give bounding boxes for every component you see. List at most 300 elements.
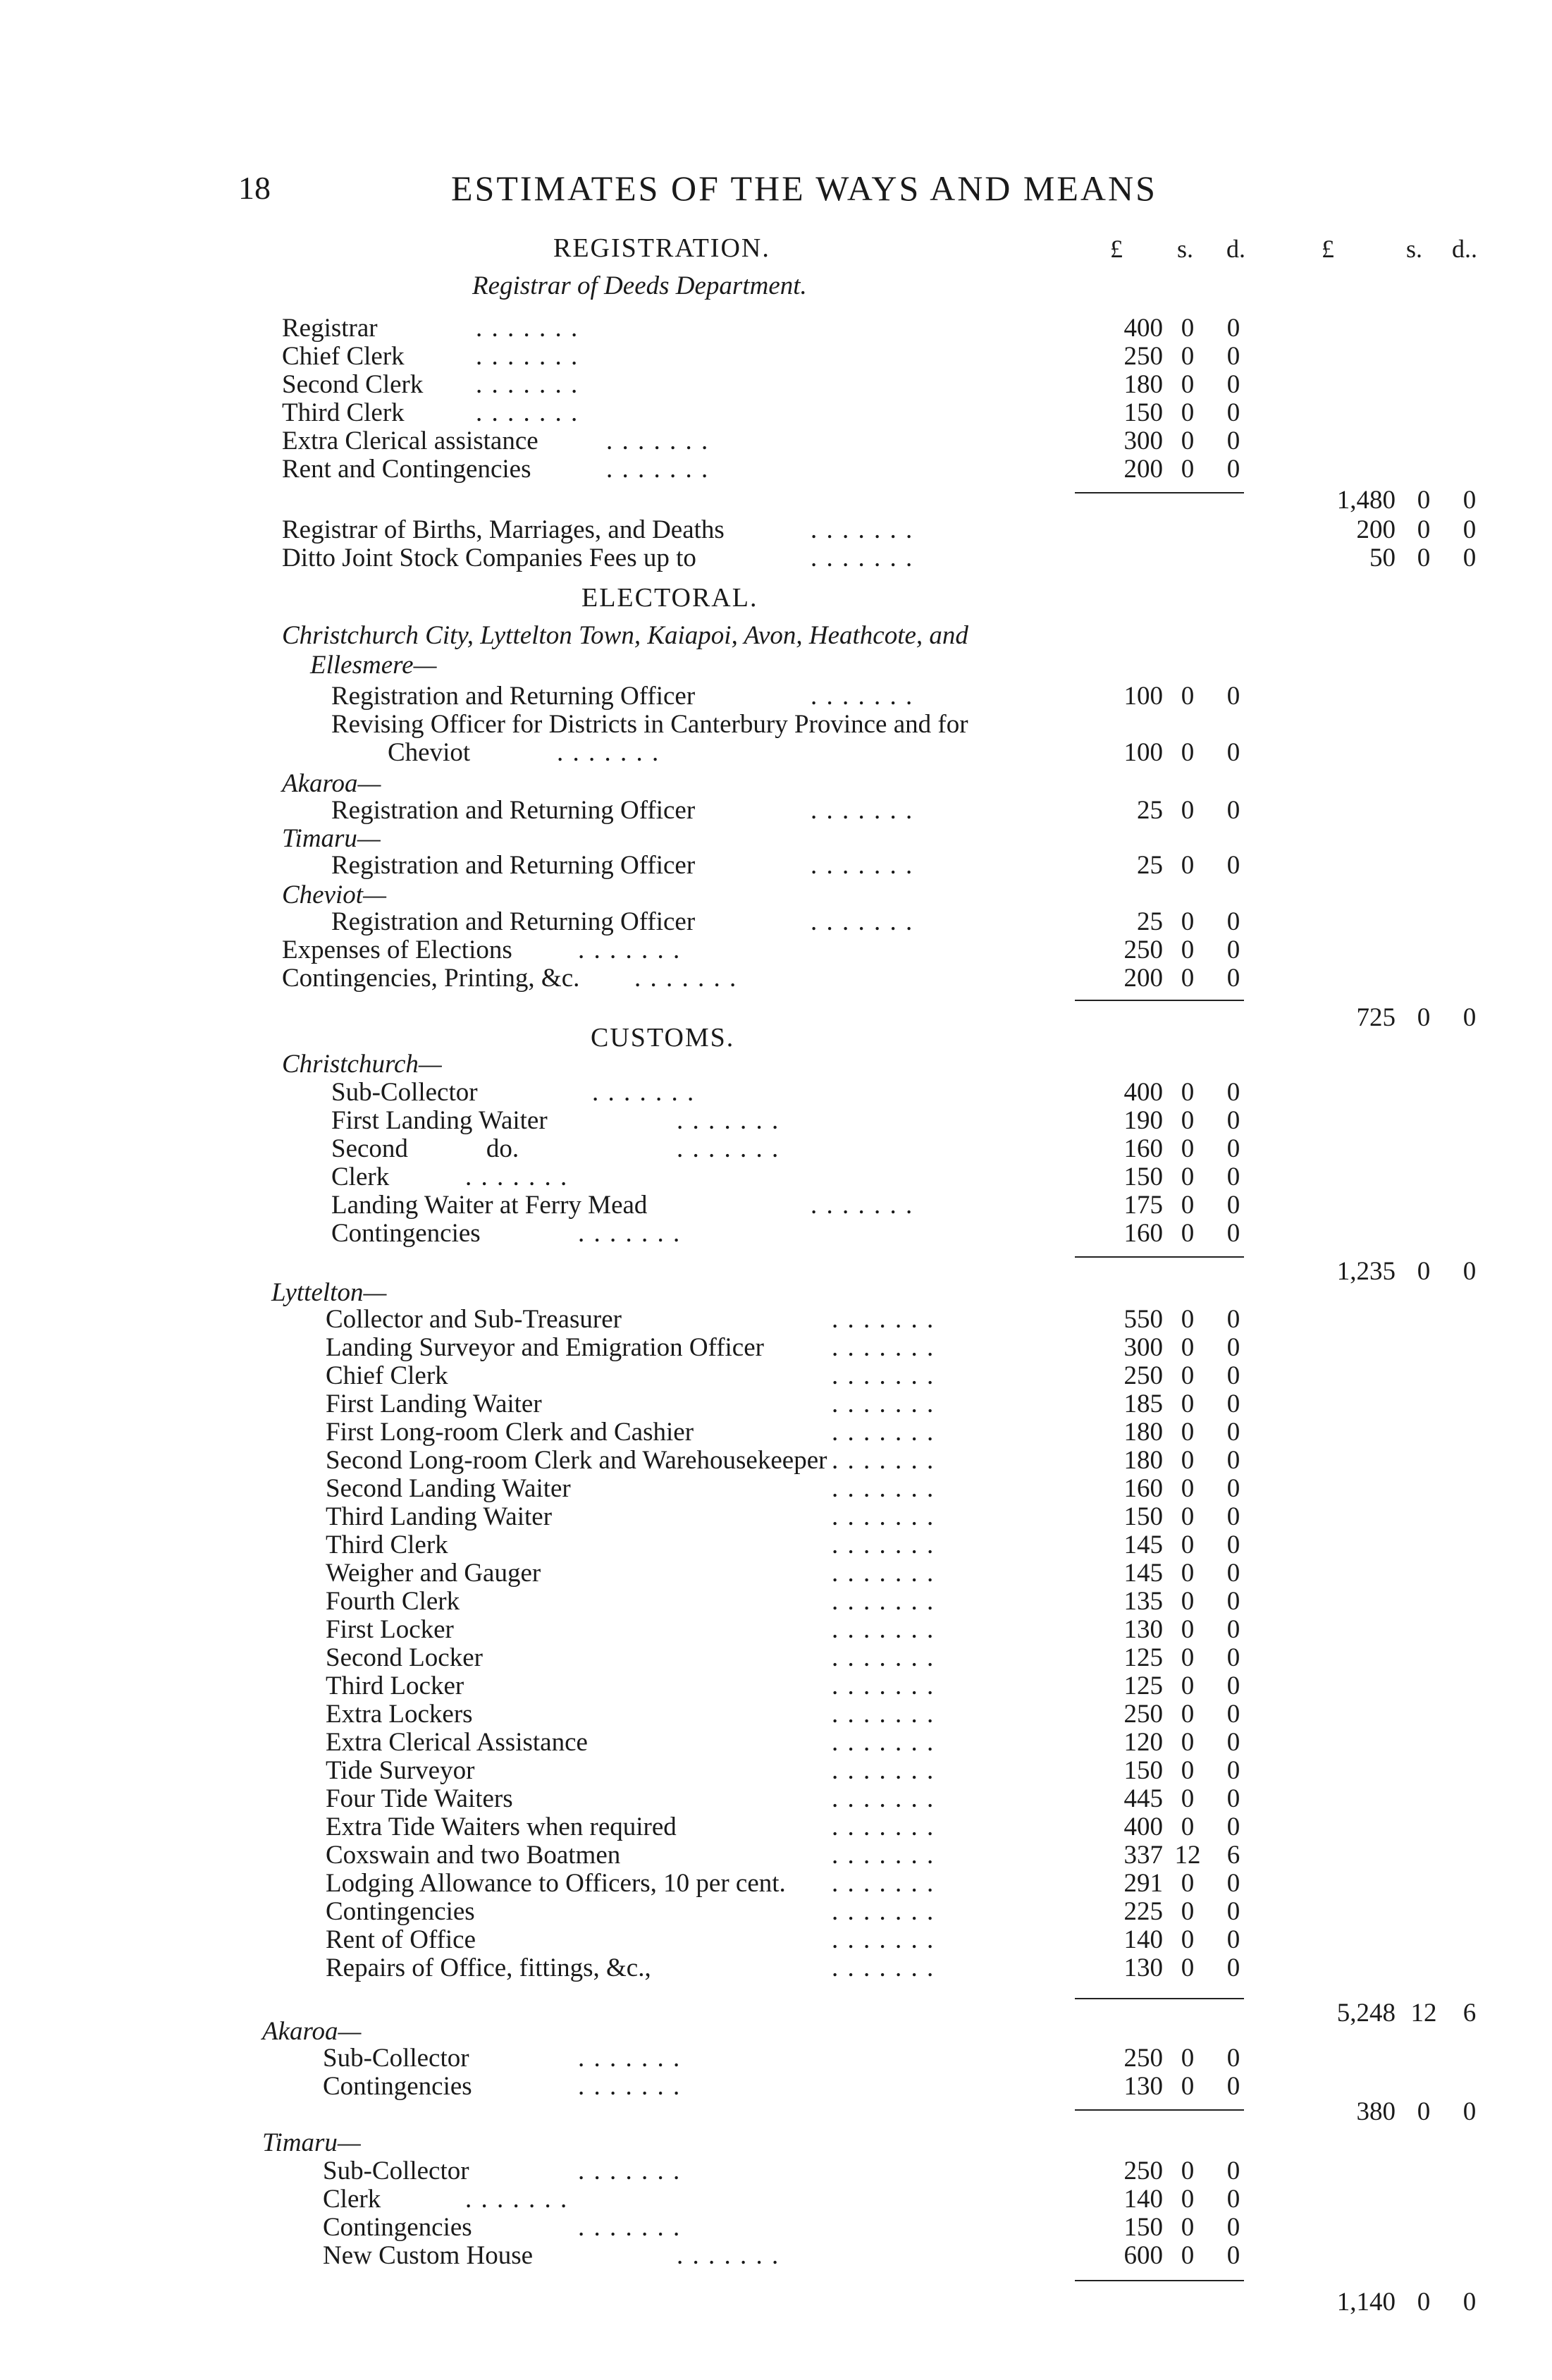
list-item <box>0 1475 1552 1503</box>
leader-dots <box>476 343 1082 371</box>
list-item <box>0 2157 1552 2185</box>
amount-pounds: 150 <box>1123 1502 1163 1531</box>
leader-dots <box>832 1362 1057 1390</box>
amount-pence: 0 <box>1226 1728 1240 1757</box>
leader-dots <box>832 1503 1057 1531</box>
amount-pence: 0 <box>1226 1671 1240 1700</box>
leader-dots <box>465 1163 1057 1191</box>
akaroa-district: Akaroa— <box>282 769 381 798</box>
customs-heading: CUSTOMS. <box>591 1023 735 1053</box>
leader-dots <box>832 1785 1057 1813</box>
amount-pence: 0 <box>1226 738 1240 767</box>
amount-pounds: 160 <box>1123 1134 1163 1163</box>
amount-pence: 0 <box>1226 1219 1240 1248</box>
list-item <box>0 1191 1552 1220</box>
subtotal-rule <box>1075 2280 1244 2281</box>
leader-dots <box>811 1191 1057 1220</box>
leader-dots <box>634 964 1057 993</box>
amount-shillings: 0 <box>1181 1333 1195 1362</box>
amount-pence: 0 <box>1226 1474 1240 1503</box>
col1-shillings-header: s. <box>1177 235 1194 263</box>
amount-pence: 0 <box>1226 2157 1240 2185</box>
amount-pounds: 200 <box>1356 515 1396 544</box>
amount-shillings: 0 <box>1181 1446 1195 1475</box>
list-item <box>0 1107 1552 1135</box>
amount-pounds: 140 <box>1123 1925 1163 1954</box>
amount-pounds: 550 <box>1123 1305 1163 1334</box>
amount-shillings: 0 <box>1181 342 1195 371</box>
item-label: First Landing Waiter <box>331 1106 548 1135</box>
amount-pounds: 100 <box>1123 682 1163 711</box>
amount-pounds: 250 <box>1123 1361 1163 1390</box>
list-item <box>0 797 1552 825</box>
item-label: Weigher and Gauger <box>326 1559 541 1588</box>
amount-shillings: 0 <box>1181 2213 1195 2242</box>
leader-dots <box>832 1559 1057 1588</box>
item-label: Chief Clerk <box>282 342 405 371</box>
total-pence: 0 <box>1462 1257 1477 1286</box>
amount-pence: 0 <box>1226 682 1240 711</box>
item-label: Second Long-room Clerk and Warehousekeeper <box>326 1446 827 1475</box>
list-item <box>0 516 1552 544</box>
leader-dots <box>832 1898 1057 1926</box>
subtotal-row <box>0 1999 1552 2028</box>
amount-shillings: 0 <box>1181 1361 1195 1390</box>
amount-pounds: 175 <box>1123 1191 1163 1220</box>
amount-pence: 0 <box>1226 964 1240 993</box>
total-pounds: 1,480 <box>1336 486 1396 515</box>
cheviot-district: Cheviot— <box>282 881 386 909</box>
item-label: Landing Waiter at Ferry Mead <box>331 1191 648 1220</box>
amount-shillings: 0 <box>1181 1784 1195 1813</box>
amount-shillings: 0 <box>1181 936 1195 964</box>
item-label: Third Clerk <box>282 398 405 427</box>
list-item <box>0 1135 1552 1163</box>
item-label: Contingencies <box>331 1219 481 1248</box>
amount-shillings: 0 <box>1181 2072 1195 2101</box>
amount-shillings: 0 <box>1417 515 1431 544</box>
item-label: Rent and Contingencies <box>282 455 531 484</box>
list-item <box>0 455 1552 484</box>
list-item <box>0 1418 1552 1447</box>
amount-shillings: 0 <box>1181 851 1195 880</box>
amount-shillings: 0 <box>1417 544 1431 572</box>
amount-pence: 0 <box>1226 2213 1240 2242</box>
leader-dots <box>578 936 1057 964</box>
amount-pounds: 200 <box>1123 455 1163 484</box>
amount-pounds: 300 <box>1123 1333 1163 1362</box>
amount-shillings: 0 <box>1181 738 1195 767</box>
amount-pounds: 250 <box>1123 2044 1163 2073</box>
list-item <box>0 1813 1552 1841</box>
subtotal-row <box>0 2098 1552 2126</box>
lyttelton-district: Lyttelton— <box>271 1278 387 1307</box>
amount-pounds: 225 <box>1123 1897 1163 1926</box>
list-item <box>0 1559 1552 1588</box>
total-shillings: 0 <box>1417 2288 1431 2317</box>
item-label: Third Locker <box>326 1671 464 1700</box>
list-item <box>0 1954 1552 1982</box>
total-pounds: 725 <box>1356 1003 1396 1032</box>
subtotal-rule <box>1075 1000 1244 1001</box>
christchurch-district: Christchurch— <box>282 1050 442 1079</box>
list-item <box>0 544 1552 572</box>
amount-shillings: 0 <box>1181 1531 1195 1559</box>
leader-dots <box>832 1306 1057 1334</box>
amount-shillings: 0 <box>1181 1418 1195 1447</box>
list-item <box>0 399 1552 427</box>
item-label: Contingencies <box>323 2072 472 2101</box>
amount-pence: 0 <box>1226 314 1240 343</box>
list-item <box>0 1588 1552 1616</box>
list-item <box>0 343 1552 371</box>
timaru-customs-district: Timaru— <box>262 2128 361 2157</box>
list-item <box>0 1390 1552 1418</box>
total-shillings: 0 <box>1417 1003 1431 1032</box>
amount-pounds: 400 <box>1123 1078 1163 1107</box>
leader-dots <box>476 314 1082 343</box>
amount-pounds: 160 <box>1123 1219 1163 1248</box>
leader-dots <box>557 739 1057 767</box>
total-pence: 0 <box>1462 2288 1477 2317</box>
amount-pounds: 100 <box>1123 738 1163 767</box>
amount-pence: 0 <box>1226 1953 1240 1982</box>
amount-pence: 0 <box>1226 342 1240 371</box>
amount-pounds: 250 <box>1123 936 1163 964</box>
amount-pounds: 150 <box>1123 398 1163 427</box>
page-number: 18 <box>238 170 271 206</box>
item-label: Registration and Returning Officer <box>331 907 696 936</box>
item-label: Extra Clerical Assistance <box>326 1728 588 1757</box>
amount-pence: 0 <box>1226 796 1240 825</box>
amount-shillings: 0 <box>1181 1502 1195 1531</box>
amount-shillings: 0 <box>1181 964 1195 993</box>
total-pence: 0 <box>1462 2097 1477 2126</box>
subtotal-row <box>0 1258 1552 1286</box>
leader-dots <box>811 544 1057 572</box>
amount-pounds: 200 <box>1123 964 1163 993</box>
leader-dots <box>832 1841 1057 1870</box>
total-pounds: 1,235 <box>1336 1257 1396 1286</box>
amount-pounds: 140 <box>1123 2185 1163 2214</box>
electoral-district-line1: Christchurch City, Lyttelton Town, Kaiapoi, Avon, Heathcote, and <box>282 621 968 650</box>
amount-pence: 0 <box>1226 1191 1240 1220</box>
amount-pounds: 125 <box>1123 1643 1163 1672</box>
leader-dots <box>832 1644 1057 1672</box>
amount-shillings: 0 <box>1181 1897 1195 1926</box>
item-label: Expenses of Elections <box>282 936 512 964</box>
amount-shillings: 0 <box>1181 907 1195 936</box>
amount-pounds: 291 <box>1123 1869 1163 1898</box>
amount-pence: 0 <box>1226 1643 1240 1672</box>
amount-pence: 0 <box>1462 544 1477 572</box>
list-item <box>0 1616 1552 1644</box>
list-item <box>0 964 1552 993</box>
leader-dots <box>677 1135 1057 1163</box>
amount-shillings: 0 <box>1181 1700 1195 1729</box>
list-item <box>0 739 1552 767</box>
leader-dots <box>476 399 1082 427</box>
amount-pounds: 150 <box>1123 1163 1163 1191</box>
col1-pounds-header: £ <box>1110 235 1123 263</box>
amount-shillings: 0 <box>1181 1925 1195 1954</box>
list-item <box>0 852 1552 880</box>
item-label: Registration and Returning Officer <box>331 796 696 825</box>
amount-pounds: 180 <box>1123 1418 1163 1447</box>
amount-pence: 0 <box>1226 370 1240 399</box>
total-shillings: 0 <box>1417 486 1431 515</box>
amount-pence: 0 <box>1226 1925 1240 1954</box>
item-label: First Long-room Clerk and Cashier <box>326 1418 694 1447</box>
amount-shillings: 0 <box>1181 1559 1195 1588</box>
amount-pence: 0 <box>1226 455 1240 484</box>
leader-dots <box>832 1672 1057 1700</box>
amount-pence: 0 <box>1226 851 1240 880</box>
amount-shillings: 0 <box>1181 2157 1195 2185</box>
leader-dots <box>811 852 1057 880</box>
amount-shillings: 0 <box>1181 370 1195 399</box>
list-item <box>0 1079 1552 1107</box>
amount-pence: 0 <box>1226 907 1240 936</box>
electoral-district-line2: Ellesmere— <box>310 651 437 680</box>
amount-pounds: 300 <box>1123 427 1163 455</box>
list-item <box>0 1163 1552 1191</box>
akaroa-customs-district: Akaroa— <box>262 2017 362 2046</box>
leader-dots <box>811 516 1057 544</box>
list-item <box>0 1870 1552 1898</box>
amount-pounds: 130 <box>1123 1615 1163 1644</box>
subtotal-row <box>0 1004 1552 1032</box>
total-shillings: 0 <box>1417 1257 1431 1286</box>
total-shillings: 12 <box>1410 1999 1437 2028</box>
leader-dots <box>811 682 1057 711</box>
list-item <box>0 1700 1552 1729</box>
amount-pounds: 180 <box>1123 1446 1163 1475</box>
amount-pounds: 130 <box>1123 1953 1163 1982</box>
item-label: Cheviot <box>388 738 471 767</box>
amount-shillings: 0 <box>1181 1078 1195 1107</box>
list-item <box>0 1220 1552 1248</box>
item-label: Extra Lockers <box>326 1700 473 1729</box>
amount-pounds: 337 <box>1123 1841 1163 1870</box>
item-label: Extra Clerical assistance <box>282 427 538 455</box>
amount-pence: 0 <box>1226 1163 1240 1191</box>
amount-shillings: 0 <box>1181 682 1195 711</box>
leader-dots <box>832 1954 1057 1982</box>
item-label: New Custom House <box>323 2241 534 2270</box>
amount-pounds: 135 <box>1123 1587 1163 1616</box>
amount-pounds: 600 <box>1123 2241 1163 2270</box>
amount-pence: 0 <box>1226 1559 1240 1588</box>
amount-pounds: 445 <box>1123 1784 1163 1813</box>
amount-pounds: 185 <box>1123 1390 1163 1418</box>
item-label: Clerk <box>331 1163 390 1191</box>
item-label: Sub-Collector <box>323 2044 469 2073</box>
amount-pounds: 145 <box>1123 1531 1163 1559</box>
amount-shillings: 0 <box>1181 2185 1195 2214</box>
leader-dots <box>578 2044 1057 2073</box>
amount-pence: 0 <box>1226 1700 1240 1729</box>
item-label: Ditto Joint Stock Companies Fees up to <box>282 544 696 572</box>
amount-pence: 0 <box>1226 936 1240 964</box>
amount-pence: 0 <box>1226 1587 1240 1616</box>
amount-shillings: 0 <box>1181 1191 1195 1220</box>
item-label: Lodging Allowance to Officers, 10 per cent. <box>326 1869 786 1898</box>
amount-shillings: 0 <box>1181 427 1195 455</box>
amount-pounds: 160 <box>1123 1474 1163 1503</box>
item-label: Second Landing Waiter <box>326 1474 571 1503</box>
item-label: Registration and Returning Officer <box>331 851 696 880</box>
item-label: Second Clerk <box>282 370 424 399</box>
amount-pence: 0 <box>1226 1418 1240 1447</box>
amount-shillings: 0 <box>1181 455 1195 484</box>
list-item <box>0 711 1552 739</box>
list-item <box>0 682 1552 711</box>
item-label: Chief Clerk <box>326 1361 448 1390</box>
amount-pounds: 125 <box>1123 1671 1163 1700</box>
amount-pence: 0 <box>1226 1897 1240 1926</box>
list-item <box>0 1757 1552 1785</box>
amount-pence: 0 <box>1226 1106 1240 1135</box>
item-label: Fourth Clerk <box>326 1587 460 1616</box>
leader-dots <box>677 1107 1057 1135</box>
list-item <box>0 2073 1552 2101</box>
amount-pounds: 400 <box>1123 314 1163 343</box>
col2-shillings-header: s. <box>1406 235 1423 263</box>
amount-pence: 0 <box>1226 1784 1240 1813</box>
item-label: First Locker <box>326 1615 454 1644</box>
amount-shillings: 0 <box>1181 1869 1195 1898</box>
leader-dots <box>578 2157 1057 2185</box>
list-item <box>0 1503 1552 1531</box>
item-label: Tide Surveyor <box>326 1756 475 1785</box>
amount-shillings: 0 <box>1181 1134 1195 1163</box>
leader-dots <box>832 1729 1057 1757</box>
leader-dots <box>832 1616 1057 1644</box>
item-label: Coxswain and two Boatmen <box>326 1841 621 1870</box>
amount-pence: 0 <box>1226 427 1240 455</box>
amount-pence: 0 <box>1226 1869 1240 1898</box>
amount-pounds: 150 <box>1123 2213 1163 2242</box>
amount-pence: 6 <box>1226 1841 1240 1870</box>
list-item <box>0 2214 1552 2242</box>
col2-pence-header: d.. <box>1452 235 1477 263</box>
amount-pounds: 50 <box>1369 544 1396 572</box>
amount-shillings: 0 <box>1181 398 1195 427</box>
amount-shillings: 0 <box>1181 1587 1195 1616</box>
amount-pence: 0 <box>1226 2044 1240 2073</box>
total-pounds: 5,248 <box>1336 1999 1396 2028</box>
amount-shillings: 0 <box>1181 1474 1195 1503</box>
amount-pence: 0 <box>1226 1812 1240 1841</box>
leader-dots <box>832 1447 1057 1475</box>
amount-pounds: 25 <box>1137 907 1163 936</box>
amount-pence: 0 <box>1226 1333 1240 1362</box>
item-label: Registration and Returning Officer <box>331 682 696 711</box>
item-label: Second Locker <box>326 1643 483 1672</box>
amount-shillings: 0 <box>1181 314 1195 343</box>
item-label: Registrar <box>282 314 378 343</box>
amount-pence: 0 <box>1226 1361 1240 1390</box>
item-label: Landing Surveyor and Emigration Officer <box>326 1333 764 1362</box>
amount-pounds: 150 <box>1123 1756 1163 1785</box>
amount-pounds: 120 <box>1123 1728 1163 1757</box>
amount-pence: 0 <box>1462 515 1477 544</box>
amount-pounds: 250 <box>1123 1700 1163 1729</box>
leader-dots <box>592 1079 1057 1107</box>
amount-pence: 0 <box>1226 1446 1240 1475</box>
item-label: Extra Tide Waiters when required <box>326 1812 677 1841</box>
amount-pounds: 180 <box>1123 370 1163 399</box>
item-label: Repairs of Office, fittings, &c., <box>326 1953 651 1982</box>
item-label: First Landing Waiter <box>326 1390 542 1418</box>
list-item <box>0 1362 1552 1390</box>
item-label: Contingencies <box>326 1897 475 1926</box>
item-label: Sub-Collector <box>323 2157 469 2185</box>
amount-pounds: 25 <box>1137 851 1163 880</box>
list-item <box>0 427 1552 455</box>
amount-pence: 0 <box>1226 1305 1240 1334</box>
list-item <box>0 1644 1552 1672</box>
amount-pence: 0 <box>1226 1134 1240 1163</box>
subtotal-row <box>0 2288 1552 2317</box>
list-item <box>0 1334 1552 1362</box>
list-item <box>0 2044 1552 2073</box>
amount-shillings: 0 <box>1181 1615 1195 1644</box>
amount-shillings: 0 <box>1181 1728 1195 1757</box>
leader-dots <box>832 1870 1057 1898</box>
list-item <box>0 1926 1552 1954</box>
amount-shillings: 0 <box>1181 2044 1195 2073</box>
total-pounds: 380 <box>1356 2097 1396 2126</box>
amount-shillings: 0 <box>1181 2241 1195 2270</box>
amount-pence: 0 <box>1226 2185 1240 2214</box>
registration-heading: REGISTRATION. <box>553 233 770 263</box>
page-title: ESTIMATES OF THE WAYS AND MEANS <box>451 168 1157 208</box>
leader-dots <box>832 1334 1057 1362</box>
amount-shillings: 0 <box>1181 1305 1195 1334</box>
electoral-heading: ELECTORAL. <box>581 583 758 613</box>
item-label: Collector and Sub-Treasurer <box>326 1305 622 1334</box>
amount-pounds: 250 <box>1123 342 1163 371</box>
amount-shillings: 0 <box>1181 1953 1195 1982</box>
col2-pounds-header: £ <box>1322 235 1334 263</box>
amount-pence: 0 <box>1226 1078 1240 1107</box>
item-label: Contingencies, Printing, &c. <box>282 964 580 993</box>
list-item <box>0 908 1552 936</box>
leader-dots <box>832 1926 1057 1954</box>
list-item <box>0 2185 1552 2214</box>
leader-dots <box>578 2214 1057 2242</box>
item-label: Second do. <box>331 1134 519 1163</box>
leader-dots <box>832 1531 1057 1559</box>
leader-dots <box>832 1390 1057 1418</box>
list-item <box>0 314 1552 343</box>
amount-shillings: 0 <box>1181 1756 1195 1785</box>
amount-pounds: 25 <box>1137 796 1163 825</box>
amount-pence: 0 <box>1226 1615 1240 1644</box>
subtotal-row <box>0 486 1552 515</box>
total-pounds: 1,140 <box>1336 2288 1396 2317</box>
list-item <box>0 1447 1552 1475</box>
item-label: Sub-Collector <box>331 1078 478 1107</box>
list-item <box>0 1785 1552 1813</box>
list-item <box>0 371 1552 399</box>
amount-pounds: 190 <box>1123 1106 1163 1135</box>
total-pence: 0 <box>1462 1003 1477 1032</box>
item-label: Contingencies <box>323 2213 472 2242</box>
leader-dots <box>832 1588 1057 1616</box>
